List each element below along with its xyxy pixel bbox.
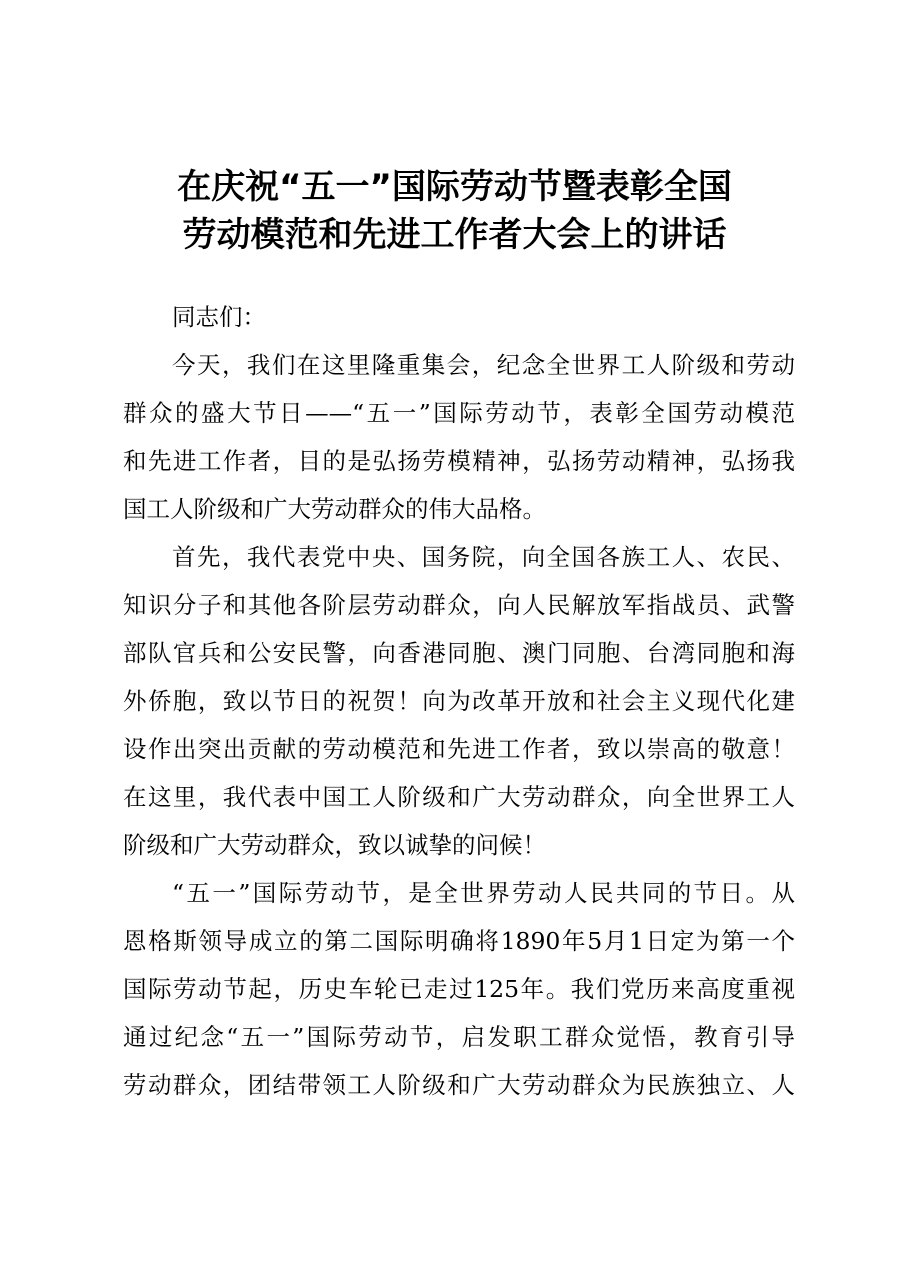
paragraph-line: 在这里，我代表中国工人阶级和广大劳动群众，向全世界工人: [123, 783, 795, 811]
paragraph-line: 国际劳动节起，历史车轮已走过125年。我们党历来高度重视: [123, 975, 795, 1003]
paragraph-line: 首先，我代表党中央、国务院，向全国各族工人、农民、: [172, 543, 795, 571]
paragraph-line: 知识分子和其他各阶层劳动群众，向人民解放军指战员、武警: [123, 591, 795, 619]
paragraph-line: 通过纪念“五一”国际劳动节，启发职工群众觉悟，教育引导: [123, 1023, 795, 1051]
document-title-line-2: 劳动模范和先进工作者大会上的讲话: [182, 215, 727, 255]
paragraph-line: 群众的盛大节日——“五一”国际劳动节，表彰全国劳动模范: [123, 399, 795, 427]
paragraph-line: 和先进工作者，目的是弘扬劳模精神，弘扬劳动精神，弘扬我: [123, 447, 795, 475]
document-title-line-1: 在庆祝“五一”国际劳动节暨表彰全国: [177, 167, 732, 207]
paragraph-line: “五一”国际劳动节，是全世界劳动人民共同的节日。从: [172, 879, 795, 907]
paragraph-line: 恩格斯领导成立的第二国际明确将1890年5月1日定为第一个: [123, 927, 795, 955]
paragraph-line: 部队官兵和公安民警，向香港同胞、澳门同胞、台湾同胞和海: [123, 639, 795, 667]
paragraph-line: 劳动群众，团结带领工人阶级和广大劳动群众为民族独立、人: [123, 1071, 795, 1099]
paragraph-line: 外侨胞，致以节日的祝贺！向为改革开放和社会主义现代化建: [123, 687, 795, 715]
paragraph-line: 今天，我们在这里隆重集会，纪念全世界工人阶级和劳动: [172, 351, 795, 379]
paragraph-line: 阶级和广大劳动群众，致以诚挚的问候！: [123, 831, 546, 859]
paragraph-line: 国工人阶级和广大劳动群众的伟大品格。: [123, 495, 546, 523]
salutation: 同志们：: [172, 303, 266, 331]
paragraph-line: 设作出突出贡献的劳动模范和先进工作者，致以崇高的敬意！: [123, 735, 795, 763]
